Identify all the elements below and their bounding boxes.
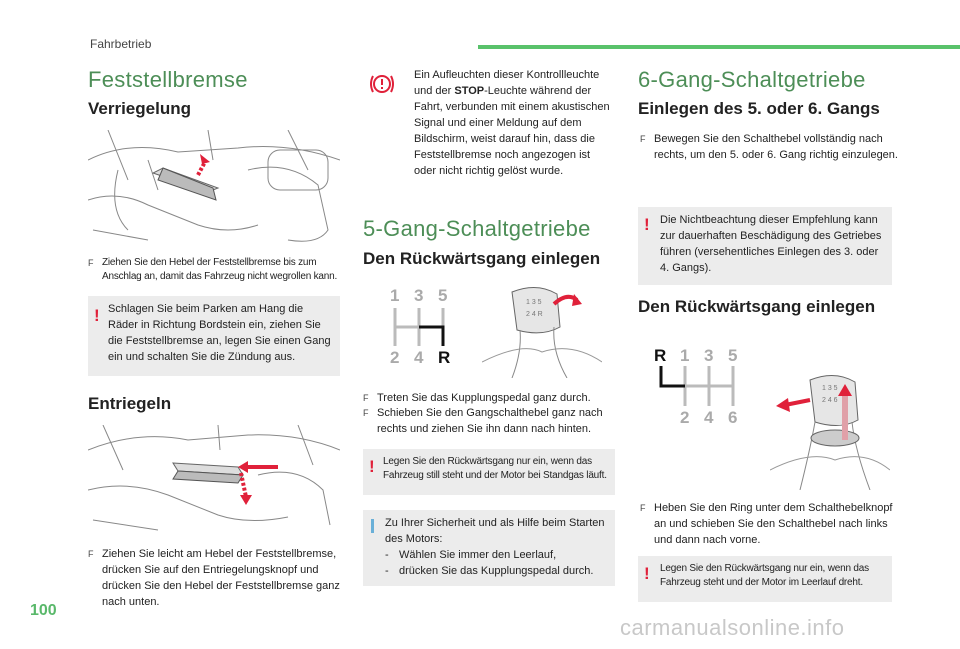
parking-brake-warning-light-icon bbox=[369, 71, 395, 97]
reverse5-bullet-1-text: Treten Sie das Kupplungspedal ganz durch. bbox=[377, 392, 591, 404]
gear-label: 3 bbox=[704, 346, 714, 365]
gear-label: 1 bbox=[680, 346, 690, 365]
info-intro: Zu Ihrer Sicherheit und als Hilfe beim Starten des Motors: bbox=[385, 517, 605, 545]
gear-label: 4 bbox=[704, 408, 714, 427]
heading-lock: Verriegelung bbox=[88, 99, 191, 118]
heading-5th-6th: Einlegen des 5. oder 6. Gangs bbox=[638, 99, 880, 118]
warning-icon: ! bbox=[644, 564, 650, 583]
info-text bbox=[385, 515, 611, 579]
info-dash-1-text: Wählen Sie immer den Leerlauf, bbox=[399, 549, 557, 561]
heading-reverse-5: Den Rückwärtsgang einlegen bbox=[363, 249, 601, 268]
heading-unlock: Entriegeln bbox=[88, 394, 172, 413]
six-bullet-1-text: Bewegen Sie den Schalthebel vollständig nach rechts, um den 5. oder 6. Gang richtig einzulegen. bbox=[654, 133, 898, 161]
header-accent-bar bbox=[478, 45, 960, 49]
parking-brake-unlock-illustration bbox=[88, 425, 340, 535]
reverse5-warning-box bbox=[363, 449, 615, 495]
gear-label-reverse: R bbox=[438, 348, 451, 367]
info-dash-2-text: drücken Sie das Kupplungspedal durch. bbox=[399, 565, 594, 577]
info-dash-1 bbox=[385, 547, 611, 563]
gear-label: 1 bbox=[390, 286, 400, 305]
title-5-speed: 5-Gang-Schaltgetriebe bbox=[363, 216, 591, 241]
bullet-icon: F bbox=[640, 134, 646, 144]
six-warning-box-2 bbox=[638, 556, 892, 602]
stop-text-part2: -Leuchte während der Fahrt, verbunden mit einem akustischen Signal und einer Meldung auf dem Bildschirm, weist darauf hin, dass die Feststellbremse noch angezogen ist oder nicht richtig gelöst wurde. bbox=[414, 85, 610, 177]
reverse5-bullet-2-text: Schieben Sie den Gangschalthebel ganz nach rechts und ziehen Sie ihn dann nach hinten. bbox=[377, 407, 603, 435]
bullet-icon: F bbox=[363, 393, 369, 403]
gear-gate-lines bbox=[654, 366, 754, 408]
svg-text:1 3 5: 1 3 5 bbox=[526, 299, 542, 306]
bullet-icon: F bbox=[88, 258, 94, 268]
six-bullet-1 bbox=[640, 131, 906, 163]
gear-label: 6 bbox=[728, 408, 738, 427]
page-number: 100 bbox=[30, 602, 57, 619]
svg-text:1 3 5: 1 3 5 bbox=[822, 385, 838, 392]
lock-bullet bbox=[88, 256, 354, 284]
stop-text-bold: STOP bbox=[454, 85, 485, 97]
bullet-icon: F bbox=[640, 503, 646, 513]
stop-text-part1: Ein Aufleuchten dieser Kontrollleuchte und der bbox=[414, 69, 600, 97]
six-bullet-2-text: Heben Sie den Ring unter dem Schalthebelknopf an und schieben Sie den Schalthebel nach links und dann nach vorne. bbox=[654, 502, 893, 546]
unlock-bullet-text: Ziehen Sie leicht am Hebel der Feststellbremse, drücken Sie auf den Entriegelungsknopf und drücken Sie den Hebel der Feststellbremse ganz nach unten. bbox=[102, 548, 340, 608]
warning-icon: ! bbox=[644, 215, 650, 234]
gear-label: 5 bbox=[438, 286, 448, 305]
lock-warning-text: Schlagen Sie beim Parken am Hang die Räder in Richtung Bordstein ein, ziehen Sie die Feststellbremse an, legen Sie einen Gang ein und schalten Sie die Zündung aus. bbox=[108, 303, 331, 363]
gear-pattern-5 bbox=[386, 286, 466, 368]
gear-label-reverse: R bbox=[654, 346, 667, 365]
gear-label: 2 bbox=[390, 348, 400, 367]
heading-reverse-6: Den Rückwärtsgang einlegen bbox=[638, 297, 876, 316]
reverse5-warning-text: Legen Sie den Rückwärtsgang nur ein, wenn das Fahrzeug still steht und der Motor bei Standgas läuft. bbox=[383, 456, 607, 481]
six-warning-1-text: Die Nichtbeachtung dieser Empfehlung kann zur dauerhaften Beschädigung des Getriebes führen (versehentliches Einlegen des 3. oder 4. Gangs). bbox=[660, 214, 882, 274]
bullet-icon: F bbox=[88, 549, 94, 559]
gear-label: 2 bbox=[680, 408, 690, 427]
reverse5-bullet-2 bbox=[363, 405, 629, 437]
lock-warning-box bbox=[88, 296, 340, 376]
gear-label: 4 bbox=[414, 348, 424, 367]
parking-brake-lock-illustration bbox=[88, 130, 340, 248]
dash-marker: - bbox=[385, 549, 389, 561]
unlock-bullet bbox=[88, 546, 354, 610]
stop-light-text bbox=[414, 67, 614, 179]
six-bullet-2 bbox=[640, 500, 906, 548]
bullet-icon: F bbox=[363, 408, 369, 418]
section-header: Fahrbetrieb bbox=[90, 37, 152, 51]
gear-pattern-6 bbox=[654, 346, 754, 428]
info-dash-2 bbox=[385, 563, 611, 579]
svg-text:2 4 6: 2 4 6 bbox=[822, 397, 838, 404]
gear-knob-illustration-6 bbox=[770, 350, 890, 490]
reverse5-bullet-1 bbox=[363, 390, 629, 406]
watermark: carmanualsonline.info bbox=[620, 615, 845, 640]
info-box bbox=[363, 510, 615, 586]
info-icon bbox=[371, 519, 374, 533]
lock-bullet-text: Ziehen Sie den Hebel der Feststellbremse bis zum Anschlag an, damit das Fahrzeug nicht wegrollen kann. bbox=[102, 257, 338, 282]
gear-knob-illustration-5 bbox=[482, 282, 602, 378]
warning-icon: ! bbox=[369, 457, 375, 476]
warning-icon: ! bbox=[94, 306, 100, 325]
title-parking-brake: Feststellbremse bbox=[88, 67, 248, 92]
title-6-speed: 6-Gang-Schaltgetriebe bbox=[638, 67, 866, 92]
gear-label: 3 bbox=[414, 286, 424, 305]
svg-text:2 4 R: 2 4 R bbox=[526, 311, 543, 318]
dash-marker: - bbox=[385, 565, 389, 577]
gear-label: 5 bbox=[728, 346, 738, 365]
gear-gate-lines bbox=[386, 308, 466, 348]
six-warning-2-text: Legen Sie den Rückwärtsgang nur ein, wenn das Fahrzeug steht und der Motor im Leerlauf dreht. bbox=[660, 563, 869, 588]
six-warning-box-1 bbox=[638, 207, 892, 285]
